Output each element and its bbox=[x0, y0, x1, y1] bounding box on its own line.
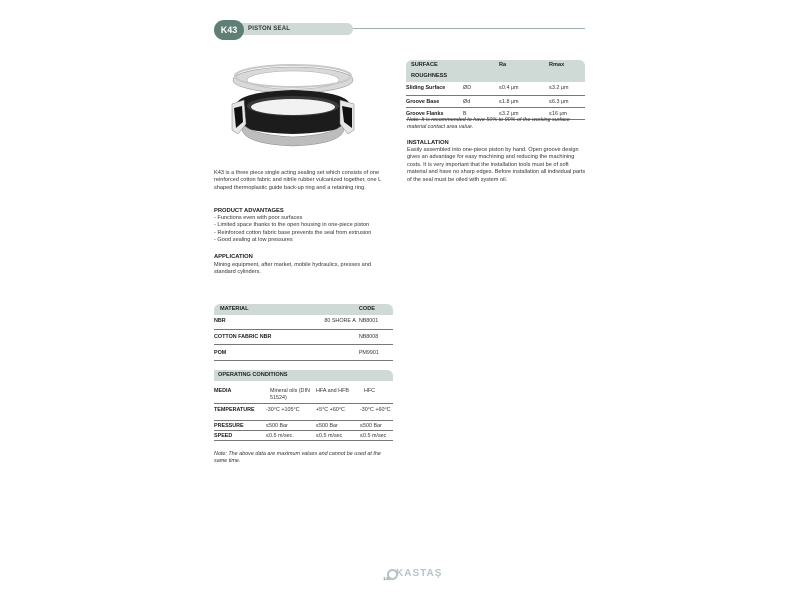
column-header: Ra bbox=[499, 62, 507, 68]
product-description: K43 is a three piece single acting sealing set which consists of one reinforced cotton fabric and nitrile rubber vulcanized together, one L shaped thermoplastic guide back-up ring and a retaining ring. bbox=[214, 170, 382, 191]
table-header-row bbox=[214, 370, 393, 381]
table-row: COTTON FABRIC NBR NB8008 bbox=[214, 329, 393, 344]
list-item: - Reinforced cotton fabric base prevents the seal from extrusion bbox=[214, 229, 372, 236]
material-table bbox=[214, 304, 393, 361]
list-item: - Limited space thanks to the open housing in one-piece piston bbox=[214, 222, 370, 229]
header-divider bbox=[353, 28, 585, 29]
list-item: - Good sealing at low pressures bbox=[214, 237, 293, 244]
application-text: Mining equipment, after market, mobile hydraulics, presses and standard cylinders. bbox=[214, 262, 372, 276]
table-header-row bbox=[406, 60, 585, 82]
operating-conditions-table bbox=[214, 370, 393, 441]
column-header: Rmax bbox=[549, 62, 565, 68]
table-row: POM PM9901 bbox=[214, 344, 393, 360]
advantages-heading: PRODUCT ADVANTAGES bbox=[214, 208, 284, 214]
column-header: MATERIAL bbox=[220, 306, 249, 312]
operating-conditions-note: Note: The above data are maximum values and cannot be used at the same time. bbox=[214, 451, 381, 465]
brand-logo: KASTAŞ bbox=[396, 568, 443, 579]
page-title: PISTON SEAL bbox=[248, 26, 291, 32]
table-row: Sliding Surface ØD ≤0.4 μm ≤3.2 μm bbox=[406, 82, 585, 95]
table-row: SPEED ≤0.5 m/sec. ≤0.5 m/sec ≤0.5 m/sec bbox=[214, 430, 393, 440]
table-row: PRESSURE ≤500 Bar ≤500 Bar ≤500 Bar bbox=[214, 420, 393, 430]
surface-roughness-note: Note: It is recommended to have 50% to 90% of the working surface material contact area value. bbox=[407, 117, 570, 131]
piston-seal-illustration bbox=[228, 62, 358, 150]
table-row: Groove Flanks B ≤3.2 μm ≤16 μm bbox=[406, 107, 585, 119]
column-header bbox=[316, 304, 359, 315]
page-number: 148 bbox=[383, 576, 391, 581]
application-heading: APPLICATION bbox=[214, 254, 253, 260]
table-row: TEMPERATURE -30°C +105°C +5°C +60°C -30°C +60°C bbox=[214, 403, 393, 420]
column-header: CODE bbox=[358, 306, 375, 312]
operating-conditions-heading: OPERATING CONDITIONS bbox=[218, 372, 288, 378]
table-header-row bbox=[214, 304, 393, 315]
surface-roughness-table bbox=[406, 60, 585, 120]
column-header: SURFACE ROUGHNESS bbox=[411, 62, 448, 79]
table-row: MEDIA Mineral oils (DIN 51524) HFA and HFB HFC bbox=[214, 381, 393, 403]
installation-text: Easily assembled into one-piece piston by hand. Open groove design gives an advantage for easy machining and reducing the machining costs. It is very important that the installation tools must be of soft material and have no sharp edges. Before installation all individual parts of the seal must be oiled with system oil. bbox=[407, 147, 586, 183]
list-item: - Functions even with poor surfaces bbox=[214, 215, 303, 221]
table-row: Groove Base Ød ≤1.8 μm ≤6.3 μm bbox=[406, 95, 585, 107]
header-bar bbox=[228, 23, 353, 35]
installation-heading: INSTALLATION bbox=[407, 140, 449, 146]
product-code-badge: K43 bbox=[214, 20, 244, 40]
table-row: NBR 80 SHORE A NB8001 bbox=[214, 315, 393, 329]
column-header bbox=[463, 60, 499, 82]
advantages-list bbox=[214, 215, 399, 245]
